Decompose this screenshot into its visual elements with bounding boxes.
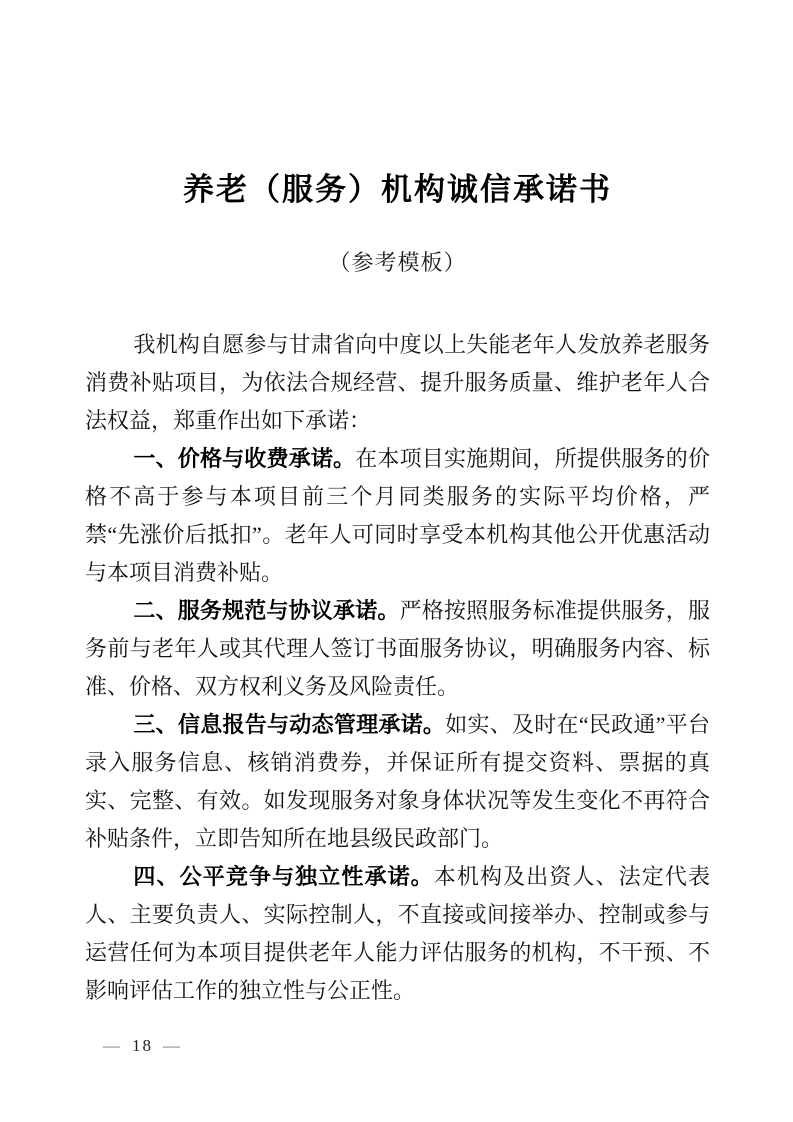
intro-paragraph [85,326,710,440]
paragraph-heading: 二、服务规范与协议承诺。 [133,598,400,623]
footer [103,1036,182,1056]
paragraph-heading: 一、价格与收费承诺。 [133,446,356,471]
document-body [85,326,710,1010]
commitment-paragraph-2 [85,592,710,706]
page-subtitle: （参考模板） [328,250,467,275]
paragraph-text: 在本项目实施期间，所提供服务的价格不高于参与本项目前三个月同类服务的实际平均价格，严禁“先涨价后抵扣”。老年人可同时享受本机构其他公开优惠活动与本项目消费补贴。 [85,446,710,585]
paragraph-text: 如实、及时在“民政通”平台录入服务信息、核销消费券，并保证所有提交资料、票据的真实、完整、有效。如发现服务对象身体状况等发生变化不再符合补贴条件，立即告知所在地县级民政部门。 [85,712,710,851]
commitment-paragraph-1 [85,440,710,592]
paragraph-heading: 四、公平竞争与独立性承诺。 [133,864,434,889]
paragraph-text: 本机构及出资人、法定代表人、主要负责人、实际控制人，不直接或间接举办、控制或参与运营任何为本项目提供老年人能力评估服务的机构，不干预、不影响评估工作的独立性与公正性。 [85,864,710,1003]
intro-text: 我机构自愿参与甘肃省向中度以上失能老年人发放养老服务消费补贴项目，为依法合规经营、提升服务质量、维护老年人合法权益，郑重作出如下承诺： [85,332,710,433]
page-number-right-dash: — [163,1036,182,1055]
page-number: 18 [132,1036,153,1055]
paragraph-heading: 三、信息报告与动态管理承诺。 [133,712,446,737]
commitment-paragraph-3 [85,706,710,858]
commitment-paragraph-4 [85,858,710,1010]
paragraph-text: 严格按照服务标准提供服务，服务前与老年人或其代理人签订书面服务协议，明确服务内容、标准、价格、双方权利义务及风险责任。 [85,598,710,699]
page-number-left-dash: — [103,1036,122,1055]
page-title: 养老（服务）机构诚信承诺书 [183,172,612,207]
